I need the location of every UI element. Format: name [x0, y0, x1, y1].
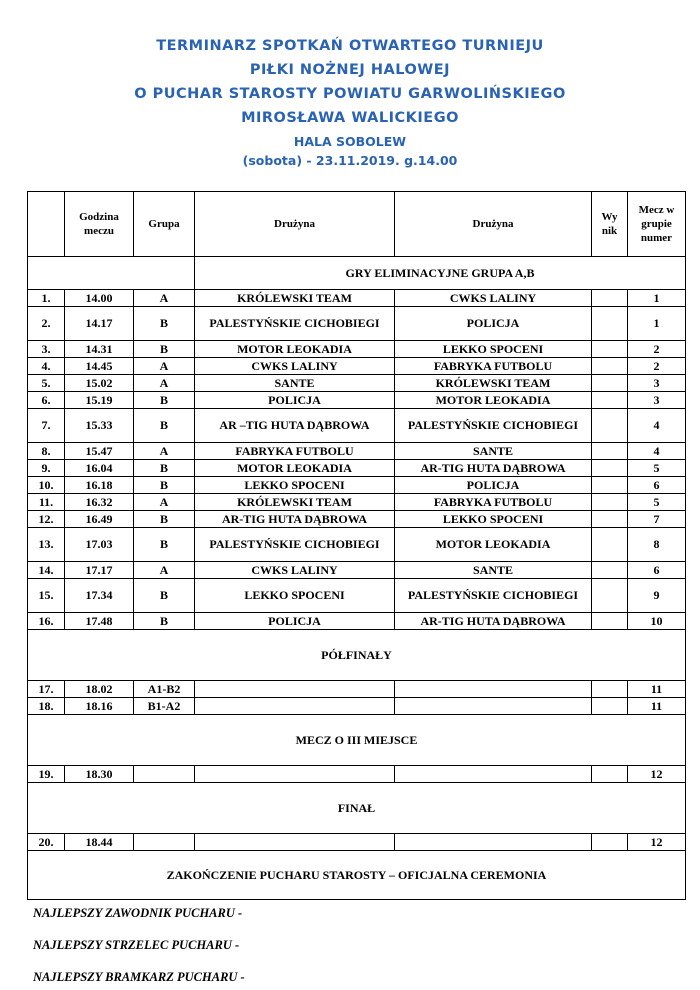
- team2-cell: CWKS LALINY: [395, 290, 592, 307]
- group-cell: A: [134, 290, 195, 307]
- team2-cell: PALESTYŃSKIE CICHOBIEGI: [395, 409, 592, 443]
- team1-cell: AR-TIG HUTA DĄBROWA: [195, 511, 395, 528]
- table-row: [28, 460, 686, 477]
- match-number-cell: 4.: [28, 358, 65, 375]
- col-header-team2: Drużyna: [395, 192, 592, 257]
- group-match-number-cell: 3: [628, 392, 686, 409]
- match-number-cell: 15.: [28, 579, 65, 613]
- group-match-number-cell: 10: [628, 613, 686, 630]
- team1-cell: POLICJA: [195, 613, 395, 630]
- team2-cell: [395, 766, 592, 783]
- group-match-number-cell: 7: [628, 511, 686, 528]
- result-cell: [592, 443, 628, 460]
- table-row: [28, 290, 686, 307]
- team2-cell: LEKKO SPOCENI: [395, 511, 592, 528]
- table-row: [28, 834, 686, 851]
- match-number-cell: 13.: [28, 528, 65, 562]
- team2-cell: FABRYKA FUTBOLU: [395, 494, 592, 511]
- team2-cell: AR-TIG HUTA DĄBROWA: [395, 460, 592, 477]
- team2-cell: LEKKO SPOCENI: [395, 341, 592, 358]
- section-title-final: FINAŁ: [28, 783, 686, 834]
- group-match-number-cell: 6: [628, 477, 686, 494]
- result-cell: [592, 698, 628, 715]
- time-cell: 14.17: [65, 307, 134, 341]
- group-match-number-cell: 11: [628, 698, 686, 715]
- result-cell: [592, 834, 628, 851]
- team2-cell: MOTOR LEOKADIA: [395, 392, 592, 409]
- section-title-third-place: MECZ O III MIEJSCE: [28, 715, 686, 766]
- match-number-cell: 17.: [28, 681, 65, 698]
- time-cell: 16.49: [65, 511, 134, 528]
- closing-ceremony-text: ZAKOŃCZENIE PUCHARU STAROSTY – OFICJALNA CEREMONIA: [28, 851, 686, 900]
- group-match-number-cell: 2: [628, 358, 686, 375]
- table-row: [28, 409, 686, 443]
- title-line-2: PIŁKI NOŻNEJ HALOWEJ: [249, 62, 451, 78]
- venue-line: HALA SOBOLEW: [293, 134, 407, 149]
- match-number-cell: 3.: [28, 341, 65, 358]
- time-cell: 15.47: [65, 443, 134, 460]
- group-stage-rows: [28, 290, 686, 630]
- result-cell: [592, 358, 628, 375]
- group-match-number-cell: 12: [628, 834, 686, 851]
- team1-cell: [195, 698, 395, 715]
- table-row: [28, 494, 686, 511]
- final-rows: [28, 834, 686, 851]
- team1-cell: [195, 681, 395, 698]
- match-number-cell: 14.: [28, 562, 65, 579]
- match-number-cell: 2.: [28, 307, 65, 341]
- team2-cell: [395, 681, 592, 698]
- time-cell: 18.02: [65, 681, 134, 698]
- result-cell: [592, 613, 628, 630]
- group-cell: B1-A2: [134, 698, 195, 715]
- match-number-cell: 11.: [28, 494, 65, 511]
- team1-cell: MOTOR LEOKADIA: [195, 341, 395, 358]
- group-cell: B: [134, 341, 195, 358]
- time-cell: 18.30: [65, 766, 134, 783]
- team1-cell: POLICJA: [195, 392, 395, 409]
- group-cell: A: [134, 375, 195, 392]
- table-row: [28, 528, 686, 562]
- team1-cell: SANTE: [195, 375, 395, 392]
- best-keeper-label: NAJLEPSZY BRAMKARZ PUCHARU -: [33, 970, 245, 984]
- col-header-result: Wy nik: [592, 192, 628, 257]
- team1-cell: MOTOR LEOKADIA: [195, 460, 395, 477]
- team1-cell: [195, 766, 395, 783]
- group-cell: B: [134, 307, 195, 341]
- col-header-group: Grupa: [134, 192, 195, 257]
- time-cell: 18.44: [65, 834, 134, 851]
- result-cell: [592, 579, 628, 613]
- group-cell: A: [134, 443, 195, 460]
- group-match-number-cell: 9: [628, 579, 686, 613]
- result-cell: [592, 307, 628, 341]
- result-cell: [592, 409, 628, 443]
- team2-cell: SANTE: [395, 562, 592, 579]
- table-row: [28, 358, 686, 375]
- time-cell: 17.34: [65, 579, 134, 613]
- section-row-third-place: [28, 715, 686, 766]
- team1-cell: CWKS LALINY: [195, 562, 395, 579]
- section-row-semis: [28, 630, 686, 681]
- team1-cell: [195, 834, 395, 851]
- match-number-cell: 8.: [28, 443, 65, 460]
- table-row: [28, 307, 686, 341]
- group-cell: B: [134, 477, 195, 494]
- table-row: [28, 613, 686, 630]
- group-cell: B: [134, 528, 195, 562]
- team1-cell: PALESTYŃSKIE CICHOBIEGI: [195, 528, 395, 562]
- table-row: [28, 341, 686, 358]
- time-cell: 15.19: [65, 392, 134, 409]
- team2-cell: KRÓLEWSKI TEAM: [395, 375, 592, 392]
- group-cell: B: [134, 460, 195, 477]
- date-line: (sobota) - 23.11.2019. g.14.00: [242, 153, 458, 168]
- group-cell: B: [134, 409, 195, 443]
- table-row: [28, 766, 686, 783]
- group-match-number-cell: 5: [628, 494, 686, 511]
- best-player-label: NAJLEPSZY ZAWODNIK PUCHARU -: [33, 906, 243, 920]
- group-cell: B: [134, 613, 195, 630]
- time-cell: 18.16: [65, 698, 134, 715]
- team1-cell: PALESTYŃSKIE CICHOBIEGI: [195, 307, 395, 341]
- match-number-cell: 16.: [28, 613, 65, 630]
- match-number-cell: 7.: [28, 409, 65, 443]
- col-header-team1: Drużyna: [195, 192, 395, 257]
- time-cell: 14.45: [65, 358, 134, 375]
- result-cell: [592, 528, 628, 562]
- group-match-number-cell: 4: [628, 443, 686, 460]
- group-cell: B: [134, 511, 195, 528]
- section-title-semis: PÓŁFINAŁY: [28, 630, 686, 681]
- group-match-number-cell: 12: [628, 766, 686, 783]
- team2-cell: MOTOR LEOKADIA: [395, 528, 592, 562]
- group-cell: [134, 834, 195, 851]
- semi-final-rows: [28, 681, 686, 715]
- group-cell: A1-B2: [134, 681, 195, 698]
- result-cell: [592, 341, 628, 358]
- match-number-cell: 9.: [28, 460, 65, 477]
- team2-cell: PALESTYŃSKIE CICHOBIEGI: [395, 579, 592, 613]
- result-cell: [592, 375, 628, 392]
- team1-cell: LEKKO SPOCENI: [195, 477, 395, 494]
- team1-cell: FABRYKA FUTBOLU: [195, 443, 395, 460]
- match-number-cell: 10.: [28, 477, 65, 494]
- table-row: [28, 511, 686, 528]
- result-cell: [592, 290, 628, 307]
- time-cell: 15.02: [65, 375, 134, 392]
- third-place-rows: [28, 766, 686, 783]
- col-header-no: [28, 192, 65, 257]
- group-match-number-cell: 6: [628, 562, 686, 579]
- group-match-number-cell: 5: [628, 460, 686, 477]
- result-cell: [592, 562, 628, 579]
- team2-cell: FABRYKA FUTBOLU: [395, 358, 592, 375]
- team2-cell: [395, 698, 592, 715]
- match-number-cell: 18.: [28, 698, 65, 715]
- time-cell: 16.18: [65, 477, 134, 494]
- table-row: [28, 562, 686, 579]
- title-line-3: O PUCHAR STAROSTY POWIATU GARWOLIŃSKIEGO: [134, 86, 566, 102]
- group-cell: [134, 766, 195, 783]
- team2-cell: POLICJA: [395, 477, 592, 494]
- result-cell: [592, 460, 628, 477]
- group-cell: A: [134, 562, 195, 579]
- group-match-number-cell: 4: [628, 409, 686, 443]
- match-number-cell: 12.: [28, 511, 65, 528]
- title-line-1: TERMINARZ SPOTKAŃ OTWARTEGO TURNIEJU: [156, 38, 544, 54]
- section-row-final: [28, 783, 686, 834]
- table-row: [28, 477, 686, 494]
- schedule-table: [27, 191, 686, 900]
- team2-cell: AR-TIG HUTA DĄBROWA: [395, 613, 592, 630]
- col-header-time: Godzina meczu: [65, 192, 134, 257]
- group-cell: A: [134, 358, 195, 375]
- time-cell: 15.33: [65, 409, 134, 443]
- table-row: [28, 698, 686, 715]
- table-row: [28, 443, 686, 460]
- best-scorer-label: NAJLEPSZY STRZELEC PUCHARU -: [33, 938, 240, 952]
- time-cell: 16.32: [65, 494, 134, 511]
- result-cell: [592, 511, 628, 528]
- table-row: [28, 579, 686, 613]
- team1-cell: KRÓLEWSKI TEAM: [195, 290, 395, 307]
- team2-cell: SANTE: [395, 443, 592, 460]
- table-row: [28, 681, 686, 698]
- result-cell: [592, 681, 628, 698]
- time-cell: 17.03: [65, 528, 134, 562]
- result-cell: [592, 392, 628, 409]
- time-cell: 17.17: [65, 562, 134, 579]
- group-match-number-cell: 3: [628, 375, 686, 392]
- group-match-number-cell: 8: [628, 528, 686, 562]
- table-row: [28, 375, 686, 392]
- section-title-group-stage: GRY ELIMINACYJNE GRUPA A,B: [195, 257, 686, 290]
- match-number-cell: 19.: [28, 766, 65, 783]
- time-cell: 14.31: [65, 341, 134, 358]
- result-cell: [592, 494, 628, 511]
- time-cell: 17.48: [65, 613, 134, 630]
- title-line-4: MIROSŁAWA WALICKIEGO: [241, 110, 459, 126]
- team2-cell: [395, 834, 592, 851]
- team1-cell: AR –TIG HUTA DĄBROWA: [195, 409, 395, 443]
- group-cell: B: [134, 579, 195, 613]
- match-number-cell: 1.: [28, 290, 65, 307]
- section-row-closing: [28, 851, 686, 900]
- result-cell: [592, 766, 628, 783]
- match-number-cell: 5.: [28, 375, 65, 392]
- match-number-cell: 20.: [28, 834, 65, 851]
- team1-cell: CWKS LALINY: [195, 358, 395, 375]
- group-match-number-cell: 11: [628, 681, 686, 698]
- col-header-match: Mecz w grupie numer: [628, 192, 686, 257]
- group-match-number-cell: 1: [628, 290, 686, 307]
- group-cell: B: [134, 392, 195, 409]
- time-cell: 14.00: [65, 290, 134, 307]
- table-row: [28, 392, 686, 409]
- team1-cell: KRÓLEWSKI TEAM: [195, 494, 395, 511]
- table-header-row: [28, 192, 686, 257]
- group-cell: A: [134, 494, 195, 511]
- team1-cell: LEKKO SPOCENI: [195, 579, 395, 613]
- time-cell: 16.04: [65, 460, 134, 477]
- team2-cell: POLICJA: [395, 307, 592, 341]
- result-cell: [592, 477, 628, 494]
- group-match-number-cell: 2: [628, 341, 686, 358]
- match-number-cell: 6.: [28, 392, 65, 409]
- section-row-group-stage: [28, 257, 686, 290]
- group-match-number-cell: 1: [628, 307, 686, 341]
